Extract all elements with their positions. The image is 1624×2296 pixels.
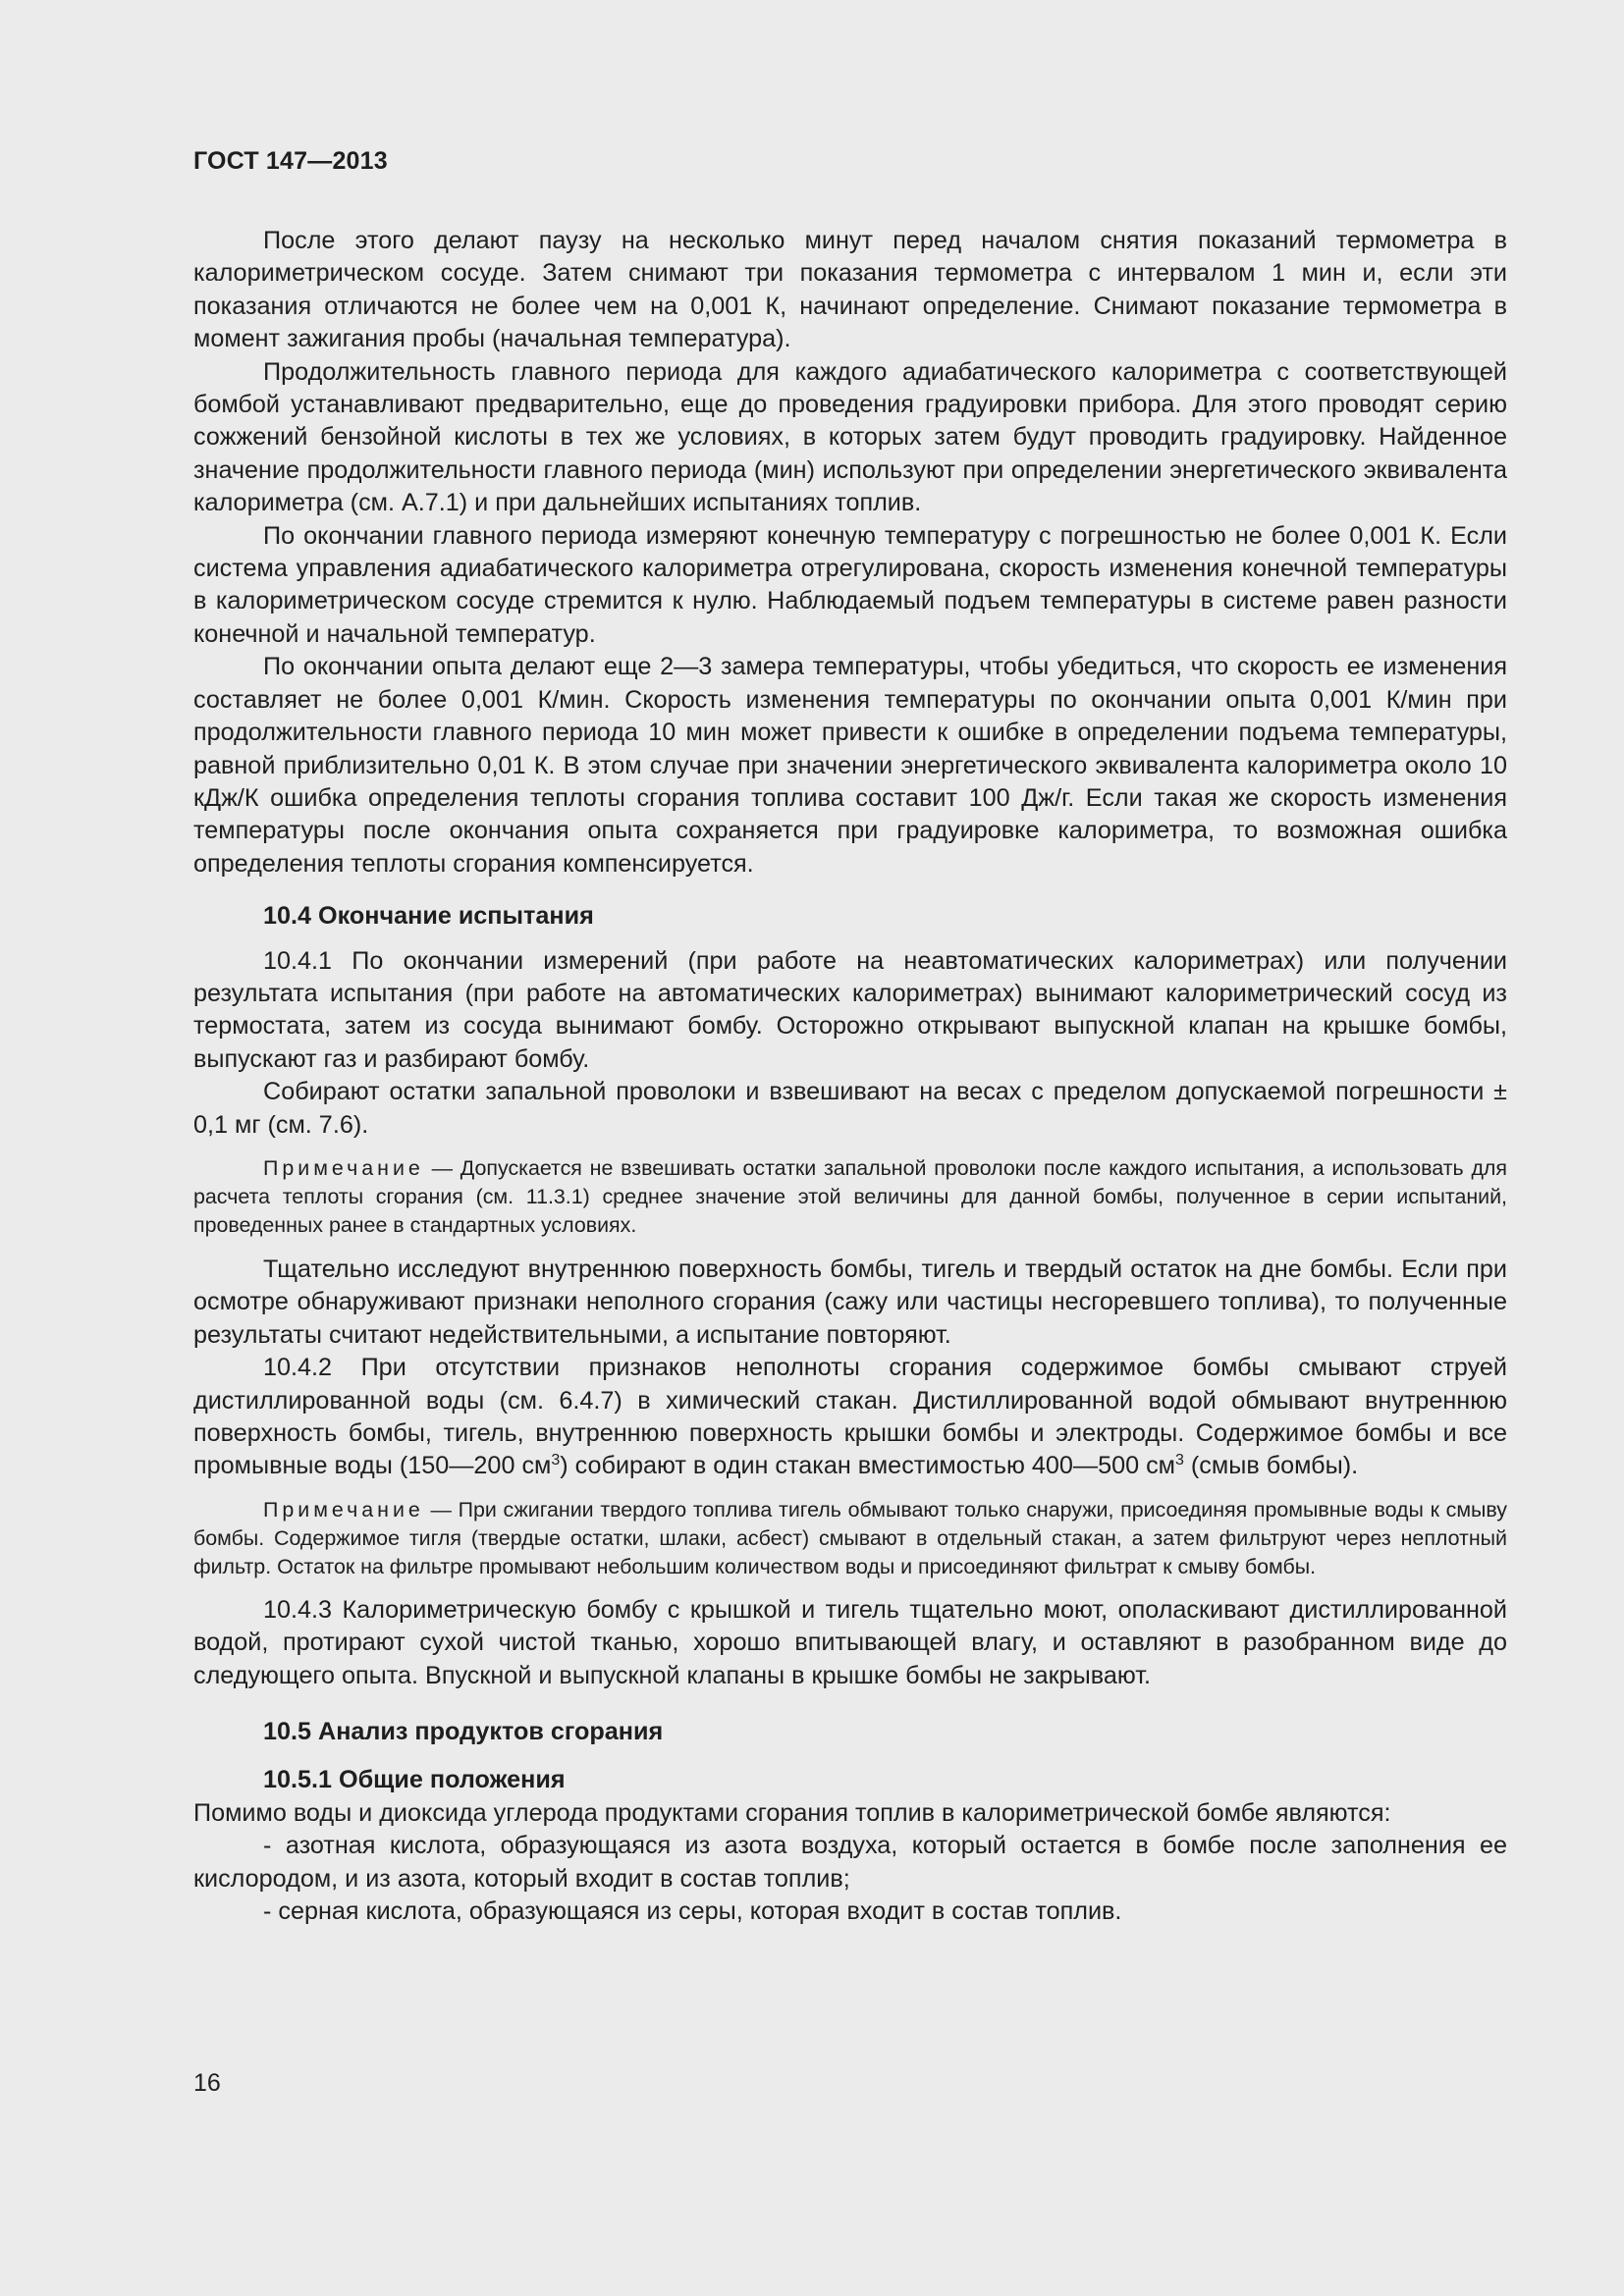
paragraph: По окончании главного периода измеряют конечную температуру с погрешностью не более 0,001 К. Если система управления адиабатического калориметра отрегулирована, скорость изменения конечной температуры в калориметрическом сосуде стремится к нулю. Наблюдаемый подъем температуры в системе равен разности конечной и начальной температур.	[193, 521, 1507, 648]
text-run: ) собирают в один стакан вместимостью 400—500 см	[560, 1452, 1176, 1480]
section-heading-10-5: 10.5 Анализ продуктов сгорания	[263, 1718, 664, 1746]
superscript: 3	[551, 1452, 561, 1469]
paragraph: Помимо воды и диоксида углерода продуктами сгорания топлив в калориметрической бомбе являются:	[193, 1798, 1391, 1827]
superscript: 3	[1175, 1452, 1184, 1469]
paragraph: По окончании опыта делают еще 2—3 замера температуры, чтобы убедиться, что скорость ее изменения составляет не более 0,001 К/мин. Скорость изменения температуры по окончании опыта 0,001 К/мин при продолжительности главного периода 10 мин может привести к ошибке в определении подъема температуры, равной приблизительно 0,01 К. В этом случае при значении энергетического эквивалента калориметра около 10 кДж/К ошибка определения теплоты сгорания топлива составит 100 Дж/г. Если такая же скорость изменения температуры после окончания опыта сохраняется при градуировке калориметра, то возможная ошибка определения теплоты сгорания компенсируется.	[193, 653, 1507, 878]
note-text: — При сжигании твердого топлива тигель обмывают только снаружи, присоединяя промывные воды к смыву бомбы. Содержимое тигля (твердые остатки, шлаки, асбест) смывают в отдельный стакан, а затем фильтруют через неплотный фильтр. Остаток на фильтре промывают небольшим количеством воды и присоединяют фильтрат к смыву бомбы.	[193, 1497, 1507, 1578]
page-number: 16	[193, 2069, 221, 2097]
section-heading-10-4: 10.4 Окончание испытания	[263, 902, 594, 931]
text-run: (смыв бомбы).	[1183, 1452, 1359, 1480]
note-text: — Допускается не взвешивать остатки запальной проволоки после каждого испытания, а использовать для расчета теплоты сгорания (см. 11.3.1) среднее значение этой величины для данной бомбы, полученное в серии испытаний, проведенных ранее в стандартных условиях.	[193, 1155, 1507, 1237]
paragraph: Продолжительность главного периода для каждого адиабатического калориметра с соответствующей бомбой устанавливают предварительно, еще до проведения градуировки прибора. Для этого проводят серию сожжений бензойной кислоты в тех же условиях, в которых затем будут проводить градуировку. Найденное значение продолжительности главного периода (мин) используют при определении энергетического эквивалента калориметра (см. А.7.1) и при дальнейших испытаниях топлив.	[193, 357, 1507, 517]
document-body	[193, 225, 1507, 1928]
paragraph-10-4-2	[193, 1352, 1507, 1483]
text-run: 10.4.2 При отсутствии признаков неполноты сгорания содержимое бомбы смывают струей дистиллированной воды (см. 6.4.7) в химический стакан. Дистиллированной водой обмывают внутреннюю поверхность бомбы, тигель, внутреннюю поверхность крышки бомбы и электроды. Содержимое бомбы и все промывные воды (150—200 см	[193, 1354, 1507, 1480]
paragraph-10-4-1: 10.4.1 По окончании измерений (при работе на неавтоматических калориметрах) или получении результата испытания (при работе на автоматических калориметрах) вынимают калориметрический сосуд из термостата, затем из сосуда вынимают бомбу. Осторожно открывают выпускной клапан на крышке бомбы, выпускают газ и разбирают бомбу.	[193, 946, 1507, 1073]
note-label: Примечание	[263, 1497, 424, 1522]
list-item: - азотная кислота, образующаяся из азота воздуха, который остается в бомбе после заполнения ее кислородом, и из азота, который входит в состав топлив;	[193, 1832, 1507, 1893]
subsection-heading-10-5-1: 10.5.1 Общие положения	[263, 1766, 566, 1794]
paragraph: Тщательно исследуют внутреннюю поверхность бомбы, тигель и твердый остаток на дне бомбы. Если при осмотре обнаруживают признаки неполного сгорания (сажу или частицы несгоревшего топлива), то полученные результаты считают недействительными, а испытание повторяют.	[193, 1255, 1507, 1349]
paragraph-10-4-3: 10.4.3 Калориметрическую бомбу с крышкой и тигель тщательно моют, ополаскивают дистиллированной водой, протирают сухой чистой тканью, хорошо впитывающей влагу, и оставляют в разобранном виде до следующего опыта. Впускной и выпускной клапаны в крышке бомбы не закрывают.	[193, 1595, 1507, 1689]
note-2	[193, 1496, 1507, 1581]
note-1	[193, 1154, 1507, 1240]
document-header: ГОСТ 147—2013	[193, 147, 388, 175]
paragraph: После этого делают паузу на несколько минут перед началом снятия показаний термометра в калориметрическом сосуде. Затем снимают три показания термометра с интервалом 1 мин и, если эти показания отличаются не более чем на 0,001 К, начинают определение. Снимают показание термометра в момент зажигания пробы (начальная температура).	[193, 227, 1507, 353]
note-label: Примечание	[263, 1155, 424, 1180]
list-item: - серная кислота, образующаяся из серы, которая входит в состав топлив.	[263, 1897, 1122, 1926]
paragraph: Собирают остатки запальной проволоки и взвешивают на весах с пределом допускаемой погрешности ± 0,1 мг (см. 7.6).	[193, 1078, 1507, 1139]
